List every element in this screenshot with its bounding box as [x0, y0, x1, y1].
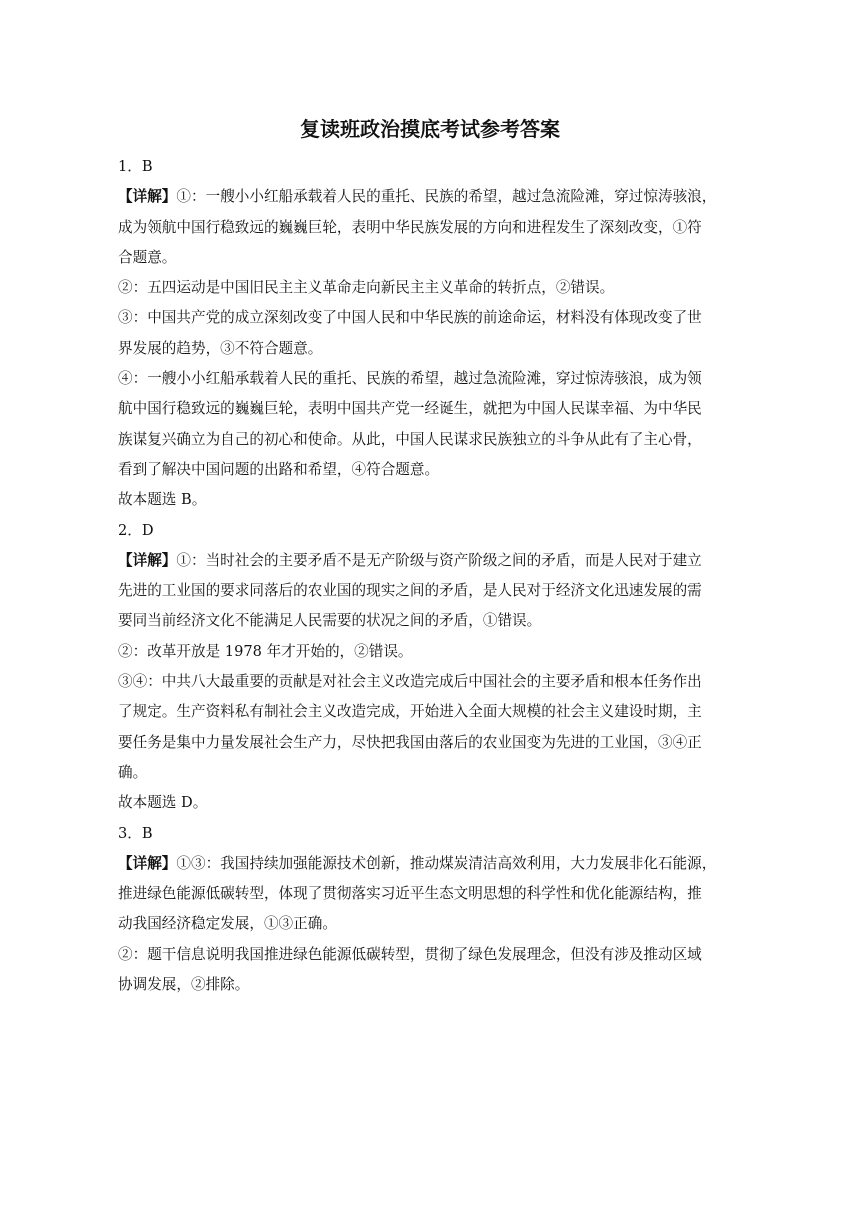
detail-tag: 【详解】: [118, 188, 177, 206]
continuation-line: [118, 879, 738, 909]
line-text: 航中国行稳致远的巍巍巨轮，表明中国共产党一经诞生，就把为中国人民谋幸福、为中华民: [118, 400, 702, 418]
continuation-line: [118, 697, 738, 727]
line-text: 故本题选 B。: [118, 491, 207, 509]
line-text: 族谋复兴确立为自己的初心和使命。从此，中国人民谋求民族独立的斗争从此有了主心骨，: [118, 430, 702, 448]
paragraph-line: [118, 637, 738, 667]
detail-tag: 【详解】: [118, 551, 177, 569]
paragraph-line: [118, 667, 738, 697]
line-text: ③：中国共产党的成立深刻改变了中国人民和中华民族的前途命运，材料没有体现改变了世: [118, 309, 702, 327]
continuation-line: [118, 334, 738, 364]
answer-key-line: [118, 516, 738, 546]
line-text: 要任务是集中力量发展社会生产力，尽快把我国由落后的农业国变为先进的工业国，③④正: [118, 733, 702, 751]
line-text: ③④：中共八大最重要的贡献是对社会主义改造完成后中国社会的主要矛盾和根本任务作出: [118, 673, 702, 691]
line-text: ①：一艘小小红船承载着人民的重托、民族的希望，越过急流险滩，穿过惊涛骇浪，: [176, 188, 717, 206]
continuation-line: [118, 758, 738, 788]
line-text: 动我国经济稳定发展，①③正确。: [118, 915, 337, 933]
line-text: 故本题选 D。: [118, 794, 208, 812]
line-text: 了规定。生产资料私有制社会主义改造完成，开始进入全面大规模的社会主义建设时期，主: [118, 703, 702, 721]
line-text: 合题意。: [118, 248, 177, 266]
answer-key-line: [118, 819, 738, 849]
continuation-line: [118, 909, 738, 939]
paragraph-line: [118, 849, 738, 879]
line-text: 界发展的趋势，③不符合题意。: [118, 339, 323, 357]
paragraph-line: [118, 273, 738, 303]
line-text: 2．D: [118, 521, 154, 539]
paragraph-line: [118, 485, 738, 515]
continuation-line: [118, 394, 738, 424]
continuation-line: [118, 728, 738, 758]
paragraph-line: [118, 303, 738, 333]
paragraph-line: [118, 940, 738, 970]
continuation-line: [118, 970, 738, 1000]
line-text: 确。: [118, 763, 148, 781]
line-text: 要同当前经济文化不能满足人民需要的状况之间的矛盾，①错误。: [118, 612, 542, 630]
line-text: 1．B: [118, 158, 153, 175]
continuation-line: [118, 213, 738, 243]
line-text: 协调发展，②排除。: [118, 976, 250, 994]
continuation-line: [118, 243, 738, 273]
line-text: 先进的工业国的要求同落后的农业国的现实之间的矛盾，是人民对于经济文化迅速发展的需: [118, 582, 702, 600]
line-text: ②：五四运动是中国旧民主主义革命走向新民主主义革命的转折点，②错误。: [118, 279, 615, 297]
line-text: 3．B: [118, 824, 153, 842]
line-text: ②：改革开放是 1978 年才开始的，②错误。: [118, 642, 413, 660]
continuation-line: [118, 576, 738, 606]
paragraph-line: [118, 364, 738, 394]
detail-tag: 【详解】: [118, 854, 177, 872]
continuation-line: [118, 455, 738, 485]
line-text: 推进绿色能源低碳转型，体现了贯彻落实习近平生态文明思想的科学性和优化能源结构，推: [118, 885, 702, 903]
paragraph-line: [118, 788, 738, 818]
line-text: ②：题干信息说明我国推进绿色能源低碳转型，贯彻了绿色发展理念，但没有涉及推动区域: [118, 945, 702, 963]
line-text: ①：当时社会的主要矛盾不是无产阶级与资产阶级之间的矛盾，而是人民对于建立: [176, 551, 702, 569]
continuation-line: [118, 425, 738, 455]
paragraph-line: [118, 182, 738, 212]
line-text: 看到了解决中国问题的出路和希望，④符合题意。: [118, 460, 440, 478]
answer-key-line: [118, 152, 738, 182]
document-body: [118, 152, 738, 1000]
page-title: 复读班政治摸底考试参考答案: [300, 117, 560, 141]
paragraph-line: [118, 546, 738, 576]
line-text: ④：一艘小小红船承载着人民的重托、民族的希望，越过急流险滩，穿过惊涛骇浪，成为领: [118, 370, 702, 388]
continuation-line: [118, 606, 738, 636]
line-text: ①③：我国持续加强能源技术创新，推动煤炭清洁高效利用，大力发展非化石能源，: [176, 854, 717, 872]
line-text: 成为领航中国行稳致远的巍巍巨轮，表明中华民族发展的方向和进程发生了深刻改变，①符: [118, 218, 702, 236]
